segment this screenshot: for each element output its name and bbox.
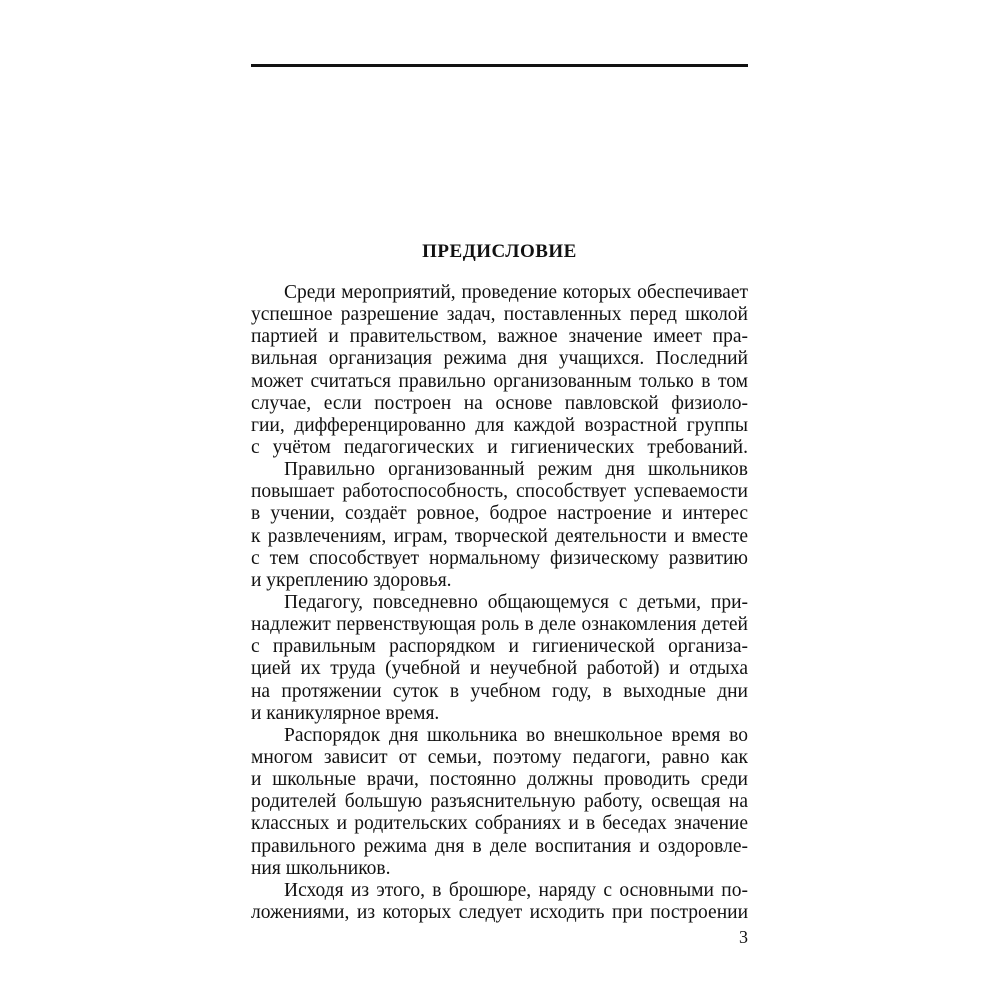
text-line: и каникулярное время. [251, 702, 440, 724]
text-line: успешное разрешение задач, поставленных перед школой [251, 304, 748, 326]
text-line: Среди мероприятий, проведение которых обеспечивает [284, 282, 748, 303]
text-line: с учётом педагогических и гигиенических требований. [251, 436, 748, 458]
text-line: случае, если построен на основе павловской физиоло- [251, 392, 748, 414]
text-line: может считаться правильно организованным только в том [251, 370, 748, 392]
text-line: многом зависит от семьи, поэтому педагоги, равно как [251, 746, 748, 768]
text-line: на протяжении суток в учебном году, в выходные дни [251, 680, 748, 702]
page-title: ПРЕДИСЛОВИЕ [422, 241, 577, 262]
text-line: и школьные врачи, постоянно должны проводить среди [251, 769, 748, 791]
text-line: классных и родительских собраниях и в беседах значение [251, 813, 748, 835]
text-line: гии, дифференцированно для каждой возрастной группы [251, 414, 748, 436]
text-line: вильная организация режима дня учащихся. Последний [251, 348, 748, 370]
page-number: 3 [739, 927, 748, 947]
text-line: ния школьников. [251, 857, 391, 879]
text-line: Правильно организованный режим дня школьников [284, 459, 748, 481]
text-line: с правильным распорядком и гигиенической организа- [251, 636, 748, 658]
text-line: Исходя из этого, в брошюре, наряду с основными по- [284, 879, 748, 901]
text-line: с тем способствует нормальному физическому развитию [251, 547, 748, 569]
text-line: цией их труда (учебной и неучебной работой) и отдыха [251, 658, 748, 680]
text-line: к развлечениям, играм, творческой деятельности и вместе [251, 525, 748, 547]
text-line: и укреплению здоровья. [251, 569, 452, 591]
body-text [251, 282, 748, 924]
text-line: Педагогу, повседневно общающемуся с детьми, при- [284, 591, 748, 613]
text-line: ложениями, из которых следует исходить при построении [251, 901, 748, 923]
text-line: партией и правительством, важное значение имеет пра- [251, 326, 748, 348]
text-line: правильного режима дня в деле воспитания и оздоровле- [251, 835, 748, 857]
text-line: Распорядок дня школьника во внешкольное время во [284, 724, 748, 746]
text-line: в учении, создаёт ровное, бодрое настроение и интерес [251, 503, 748, 525]
text-line: повышает работоспособность, способствует успеваемости [251, 481, 748, 503]
text-line: надлежит первенствующая роль в деле ознакомления детей [251, 614, 748, 636]
text-line: родителей большую разъяснительную работу, освещая на [251, 791, 748, 813]
top-rule [251, 64, 748, 67]
